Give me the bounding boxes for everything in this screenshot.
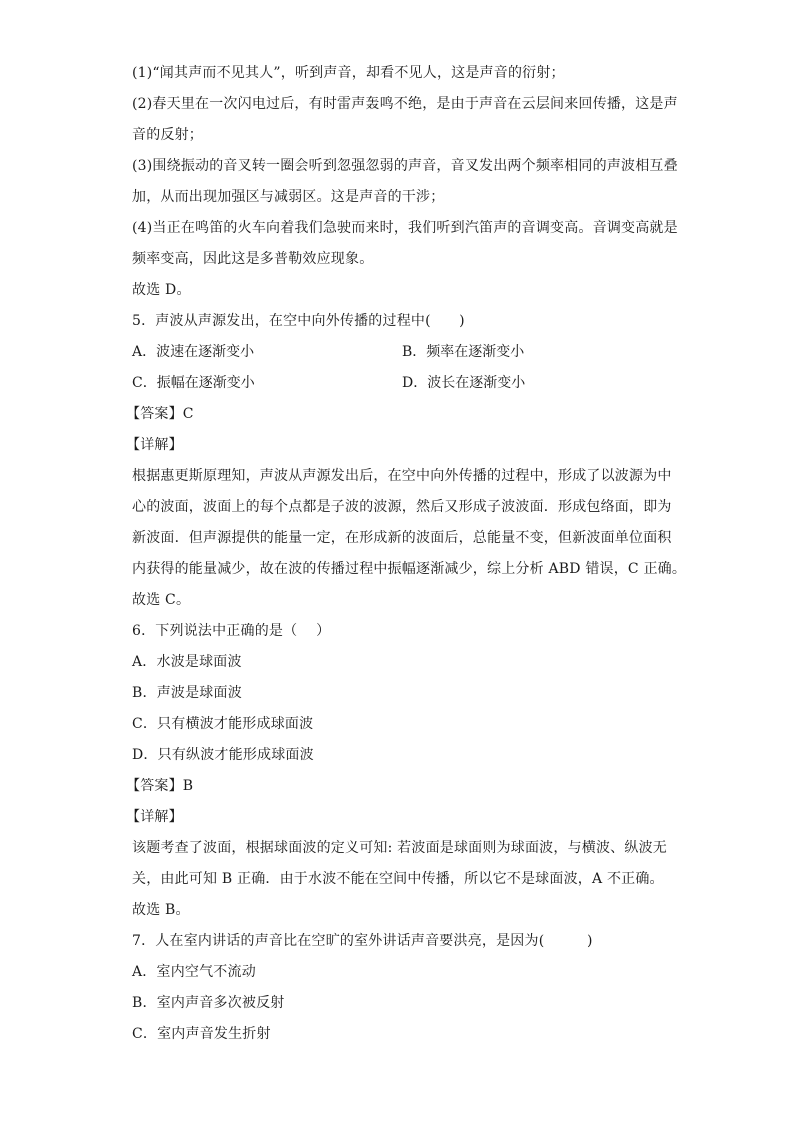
question-5-detail-label: 【详解】	[126, 437, 183, 453]
question-5-options-row-1	[132, 337, 672, 368]
q4-analysis-line-3: 音的反射；	[132, 127, 203, 143]
question-5-detail-line-3: 新波面．但声源提供的能量一定，在形成新的波面后，总能量不变，但新波面单位面积	[132, 530, 672, 546]
q4-analysis-line-7: 频率变高，因此这是多普勒效应现象。	[132, 251, 374, 267]
q4-analysis-line-5: 加，从而出现加强区与减弱区。这是声音的干涉；	[132, 189, 445, 205]
question-6-option-b: B．声波是球面波	[132, 685, 242, 701]
document-body	[126, 58, 687, 1050]
question-6-option-d: D．只有纵波才能形成球面波	[132, 747, 314, 763]
question-6-option-a: A．水波是球面波	[132, 654, 242, 670]
question-6-answer: 【答案】B	[126, 778, 194, 794]
q4-analysis-line-1: (1)“闻其声而不见其人”，听到声音，却看不见人，这是声音的衍射；	[132, 65, 565, 81]
question-5-options-row-2	[132, 368, 672, 399]
question-5-option-d: D．波长在逐渐变小	[402, 375, 526, 391]
q4-analysis-line-6: (4)当正在鸣笛的火车向着我们急驶而来时，我们听到汽笛声的音调变高。音调变高就是	[132, 220, 678, 236]
question-6-conclusion: 故选 B。	[132, 902, 190, 918]
question-7-option-a: A．室内空气不流动	[132, 964, 256, 980]
question-6-detail-line-1: 该题考查了波面，根据球面波的定义可知: 若波面是球面则为球面波，与横波、纵波无	[132, 840, 667, 856]
question-6-option-c: C．只有横波才能形成球面波	[132, 716, 314, 732]
question-7-option-c: C．室内声音发生折射	[132, 1026, 271, 1042]
question-5-option-b: B．频率在逐渐变小	[402, 344, 525, 360]
question-6-detail-line-2: 关，由此可知 B 正确．由于水波不能在空间中传播，所以它不是球面波，A 不正确。	[132, 871, 664, 887]
question-6-stem: 6．下列说法中正确的是（ ）	[132, 623, 331, 639]
question-5-detail-line-1: 根据惠更斯原理知，声波从声源发出后，在空中向外传播的过程中，形成了以波源为中	[132, 468, 672, 484]
question-5-conclusion: 故选 C。	[132, 592, 191, 608]
q4-analysis-line-4: (3)围绕振动的音叉转一圈会听到忽强忽弱的声音，音叉发出两个频率相同的声波相互叠	[132, 158, 678, 174]
question-5-stem: 5．声波从声源发出，在空中向外传播的过程中( )	[132, 313, 465, 329]
question-6-detail-label: 【详解】	[126, 809, 183, 825]
question-5-answer: 【答案】C	[126, 406, 194, 422]
question-7-stem: 7．人在室内讲话的声音比在空旷的室外讲话声音要洪亮，是因为( )	[132, 933, 593, 949]
question-5-detail-line-2: 心的波面，波面上的每个点都是子波的波源，然后又形成子波波面．形成包络面，即为	[132, 499, 672, 515]
question-5-detail-line-4: 内获得的能量减少，故在波的传播过程中振幅逐渐减少，综上分析 ABD 错误，C 正确。	[132, 561, 687, 577]
q4-conclusion: 故选 D。	[132, 282, 191, 298]
q4-analysis-line-2: (2)春天里在一次闪电过后，有时雷声轰鸣不绝，是由于声音在云层间来回传播，这是声	[132, 96, 678, 112]
question-7-option-b: B．室内声音多次被反射	[132, 995, 285, 1011]
question-5-option-a: A．波速在逐渐变小	[132, 344, 255, 360]
question-5-option-c: C．振幅在逐渐变小	[132, 375, 255, 391]
